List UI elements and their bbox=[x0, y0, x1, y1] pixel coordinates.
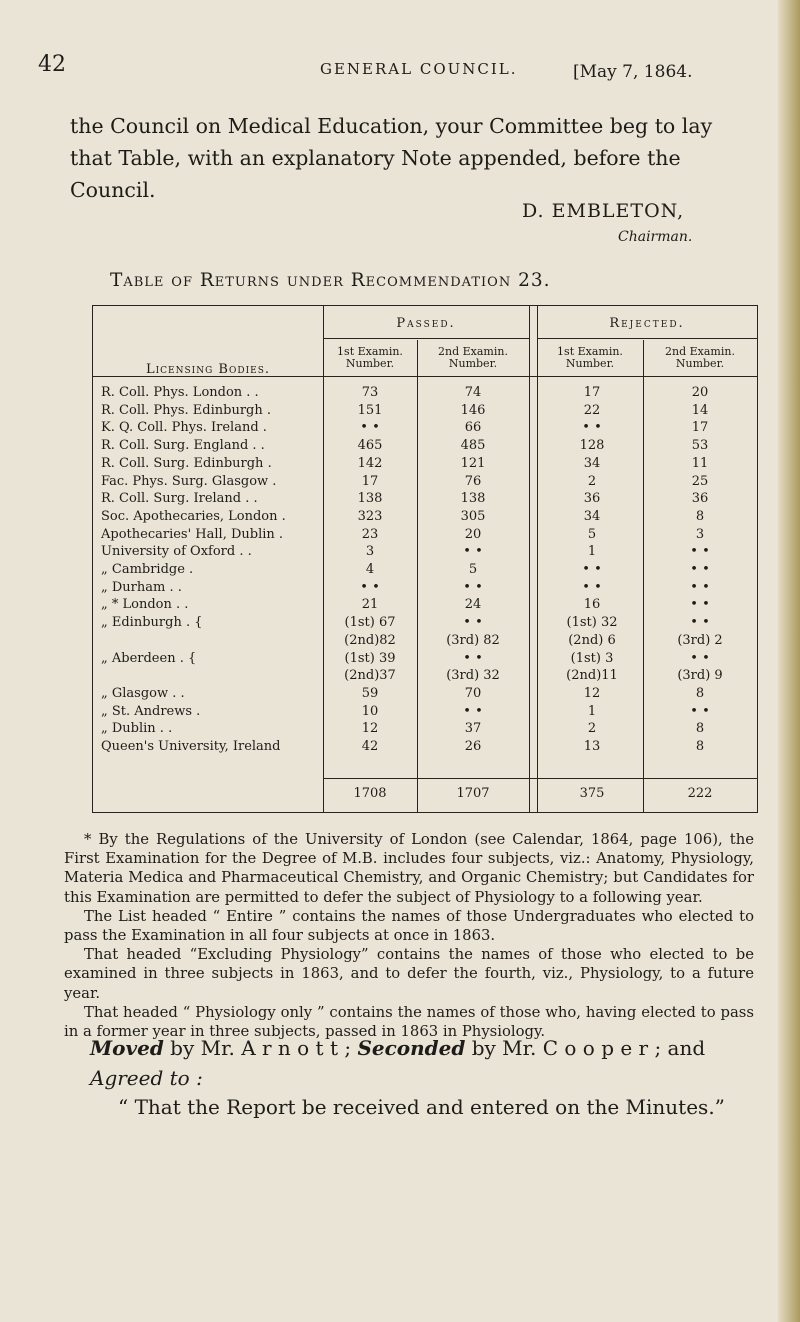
passed-1st-value: 73 bbox=[361, 385, 379, 400]
passed-1st-value: (1st) 67 bbox=[344, 615, 396, 631]
table-row bbox=[93, 632, 759, 649]
rejected-2nd-value: • • bbox=[690, 544, 710, 560]
rejected-1st-value: • • bbox=[582, 420, 602, 436]
rejected-1st-value: (1st) 3 bbox=[570, 650, 614, 666]
rejected-1st-value: 2 bbox=[587, 721, 597, 737]
intro-paragraph: the Council on Medical Education, your Committee beg to lay that Table, with an explanatory Note appended, before the Council. bbox=[70, 114, 713, 202]
rejected-2nd-value: 8 bbox=[695, 685, 705, 701]
passed-2nd-value: • • bbox=[463, 544, 483, 560]
passed-2nd-value: 74 bbox=[464, 385, 482, 400]
signature-name: D. EMBLETON, bbox=[522, 200, 685, 222]
passed-1st-value: 23 bbox=[361, 526, 379, 542]
table-row bbox=[93, 685, 759, 702]
rejected-1st-value: 34 bbox=[583, 455, 601, 471]
licensing-body: R. Coll. Surg. England . . bbox=[101, 438, 265, 454]
rejected-1st-value: 34 bbox=[583, 508, 601, 524]
passed-1st-value: 12 bbox=[361, 721, 379, 737]
passed-2nd-value: 76 bbox=[464, 473, 482, 489]
signature-role: Chairman. bbox=[618, 229, 693, 245]
table-row bbox=[93, 738, 759, 755]
seconded-by: by Mr. C o o p e r ; and bbox=[471, 1036, 706, 1060]
running-head: GENERAL COUNCIL. bbox=[320, 60, 518, 78]
table-row bbox=[93, 508, 759, 525]
rejected-2nd-value: 20 bbox=[691, 385, 709, 400]
motion-line bbox=[90, 1036, 705, 1060]
table-title: Table of Returns under Recommendation 23. bbox=[110, 270, 551, 291]
table-row bbox=[93, 473, 759, 490]
col-header-rejected-1st: 1st Examin. Number. bbox=[557, 345, 623, 370]
rejected-1st-value: 1 bbox=[587, 703, 597, 719]
passed-1st-value: 138 bbox=[357, 491, 383, 507]
passed-2nd-value: 20 bbox=[464, 526, 482, 542]
passed-1st-value: 465 bbox=[357, 438, 383, 454]
table-row bbox=[93, 490, 759, 507]
col-header-rejected-2nd: 2nd Examin. Number. bbox=[665, 345, 735, 370]
rejected-2nd-value: 53 bbox=[691, 438, 709, 454]
licensing-body: „ Edinburgh . { bbox=[101, 615, 203, 631]
passed-2nd-value: 70 bbox=[464, 685, 482, 701]
rejected-1st-value: 13 bbox=[583, 739, 601, 754]
rejected-1st-value: 16 bbox=[583, 597, 601, 613]
table-row bbox=[93, 419, 759, 436]
licensing-body: Queen's University, Ireland bbox=[101, 739, 281, 754]
seconded-label: Seconded bbox=[357, 1036, 466, 1060]
table-row bbox=[93, 437, 759, 454]
passed-1st-value: 42 bbox=[361, 739, 379, 754]
rejected-1st-value: (1st) 32 bbox=[566, 615, 618, 631]
table-row bbox=[93, 543, 759, 560]
rejected-2nd-value: 8 bbox=[695, 508, 705, 524]
passed-1st-value: (2nd)82 bbox=[344, 632, 396, 648]
licensing-body: R. Coll. Phys. Edinburgh . bbox=[101, 402, 272, 418]
rejected-2nd-value: • • bbox=[690, 615, 710, 631]
moved-by: by Mr. A r n o t t ; bbox=[170, 1036, 352, 1060]
licensing-header: Licensing Bodies. bbox=[145, 362, 270, 377]
passed-1st-value: 10 bbox=[361, 703, 379, 719]
passed-1st-value: (1st) 39 bbox=[344, 650, 396, 666]
rejected-2nd-value: 14 bbox=[691, 402, 709, 418]
header-date: [May 7, 1864. bbox=[573, 62, 693, 82]
total-rejected-2nd: 222 bbox=[687, 786, 713, 801]
passed-2nd-value: 37 bbox=[464, 721, 482, 737]
rejected-2nd-value: • • bbox=[690, 703, 710, 719]
licensing-body: University of Oxford . . bbox=[101, 544, 252, 560]
rejected-1st-value: • • bbox=[582, 579, 602, 595]
passed-2nd-value: • • bbox=[463, 703, 483, 719]
rejected-1st-value: (2nd)11 bbox=[566, 668, 618, 684]
passed-2nd-value: 66 bbox=[464, 420, 482, 436]
passed-2nd-value: (3rd) 82 bbox=[446, 632, 500, 648]
passed-2nd-value: 121 bbox=[460, 455, 486, 471]
licensing-body: R. Coll. Surg. Ireland . . bbox=[101, 491, 258, 507]
page-edge bbox=[778, 0, 800, 1322]
rejected-2nd-value: 3 bbox=[695, 526, 705, 542]
page-number: 42 bbox=[38, 52, 66, 77]
col-header-passed-1st: 1st Examin. Number. bbox=[337, 345, 403, 370]
table-row bbox=[93, 650, 759, 667]
table-row bbox=[93, 667, 759, 684]
footnote-paragraph: That headed “ Physiology only ” contains the names of those who, having elected to pass in a former year in three subjects, passed in 1863 in Physiology. bbox=[64, 1003, 754, 1041]
footnote-paragraph: * By the Regulations of the University of London (see Calendar, 1864, page 106), the First Examination for the Degree of M.B. includes four subjects, viz.: Anatomy, Physiology, Materia Medica and Pharmaceutical Chemistry, and Organic Chemistry; but Candidates for this Examination are permitted to defer the subject of Physiology to a following year. bbox=[64, 831, 754, 906]
rejected-1st-value: • • bbox=[582, 562, 602, 577]
licensing-body: „ Durham . . bbox=[101, 579, 182, 595]
header-rule bbox=[323, 338, 529, 339]
total-rejected-1st: 375 bbox=[579, 786, 605, 801]
rejected-1st-value: 128 bbox=[579, 438, 605, 454]
footnote-paragraph: The List headed “ Entire ” contains the names of those Undergraduates who elected to pass the Examination in all four subjects at once in 1863. bbox=[64, 907, 754, 945]
passed-1st-value: 151 bbox=[357, 402, 383, 418]
rejected-1st-value: 36 bbox=[583, 491, 601, 507]
total-passed-2nd: 1707 bbox=[456, 786, 490, 801]
passed-1st-value: (2nd)37 bbox=[344, 668, 396, 684]
passed-2nd-value: 305 bbox=[460, 508, 486, 524]
rejected-2nd-value: (3rd) 9 bbox=[677, 668, 723, 684]
rejected-2nd-value: 17 bbox=[691, 420, 709, 436]
rejected-1st-value: 22 bbox=[583, 402, 601, 418]
table-row bbox=[93, 720, 759, 737]
passed-2nd-value: • • bbox=[463, 579, 483, 595]
table-row bbox=[93, 579, 759, 596]
rejected-2nd-value: • • bbox=[690, 650, 710, 666]
passed-1st-value: • • bbox=[360, 579, 380, 595]
rejected-1st-value: (2nd) 6 bbox=[568, 632, 616, 648]
passed-1st-value: 17 bbox=[361, 473, 379, 489]
passed-1st-value: 323 bbox=[357, 508, 383, 524]
rejected-2nd-value: • • bbox=[690, 579, 710, 595]
licensing-body: Fac. Phys. Surg. Glasgow . bbox=[101, 473, 277, 489]
resolution-text: “ That the Report be received and entered on the Minutes.” bbox=[118, 1095, 725, 1119]
licensing-body: „ * London . . bbox=[101, 597, 189, 613]
col-header-passed-2nd: 2nd Examin. Number. bbox=[438, 345, 508, 370]
rejected-header: Rejected. bbox=[609, 316, 685, 331]
rejected-2nd-value: 25 bbox=[691, 473, 709, 489]
rejected-1st-value: 5 bbox=[587, 526, 597, 542]
rejected-1st-value: 17 bbox=[583, 385, 601, 400]
rejected-2nd-value: • • bbox=[690, 562, 710, 577]
table-row bbox=[93, 455, 759, 472]
licensing-body: R. Coll. Phys. London . . bbox=[101, 385, 259, 400]
moved-label: Moved bbox=[90, 1036, 164, 1060]
rejected-2nd-value: 8 bbox=[695, 739, 705, 754]
page-header bbox=[0, 52, 800, 82]
table-row bbox=[93, 703, 759, 720]
total-passed-1st: 1708 bbox=[353, 786, 387, 801]
passed-2nd-value: 26 bbox=[464, 739, 482, 754]
licensing-body: „ St. Andrews . bbox=[101, 703, 201, 719]
rejected-1st-value: 12 bbox=[583, 685, 601, 701]
footnotes bbox=[64, 830, 754, 1041]
passed-2nd-value: 24 bbox=[464, 597, 482, 613]
licensing-body: „ Cambridge . bbox=[101, 562, 194, 577]
licensing-body: R. Coll. Surg. Edinburgh . bbox=[101, 455, 272, 471]
table-row bbox=[93, 402, 759, 419]
passed-2nd-value: 5 bbox=[468, 562, 478, 577]
passed-header: Passed. bbox=[396, 316, 456, 331]
licensing-body: Apothecaries' Hall, Dublin . bbox=[101, 526, 284, 542]
rejected-1st-value: 1 bbox=[587, 544, 597, 560]
passed-1st-value: 59 bbox=[361, 685, 379, 701]
rejected-2nd-value: 8 bbox=[695, 721, 705, 737]
passed-1st-value: 21 bbox=[361, 597, 379, 613]
table-row bbox=[93, 596, 759, 613]
licensing-body: K. Q. Coll. Phys. Ireland . bbox=[101, 420, 267, 436]
licensing-body: „ Aberdeen . { bbox=[101, 650, 197, 666]
agreed-line: Agreed to : bbox=[90, 1066, 203, 1090]
passed-2nd-value: 138 bbox=[460, 491, 486, 507]
passed-1st-value: • • bbox=[360, 420, 380, 436]
table-row bbox=[93, 526, 759, 543]
passed-2nd-value: 146 bbox=[460, 402, 486, 418]
licensing-body: „ Dublin . . bbox=[101, 721, 173, 737]
table-row bbox=[93, 614, 759, 631]
header-rule bbox=[537, 338, 757, 339]
rejected-2nd-value: • • bbox=[690, 597, 710, 613]
licensing-body: Soc. Apothecaries, London . bbox=[101, 508, 286, 524]
passed-1st-value: 3 bbox=[365, 544, 375, 560]
rejected-2nd-value: 36 bbox=[691, 491, 709, 507]
passed-1st-value: 142 bbox=[357, 455, 383, 471]
table-row bbox=[93, 384, 759, 401]
passed-1st-value: 4 bbox=[365, 562, 375, 577]
footnote-paragraph: That headed “Excluding Physiology” contains the names of those who elected to be examined in three subjects in 1863, and to defer the fourth, viz., Physiology, to a future year. bbox=[64, 946, 754, 1002]
licensing-body: „ Glasgow . . bbox=[101, 685, 185, 701]
passed-2nd-value: 485 bbox=[460, 438, 486, 454]
passed-2nd-value: • • bbox=[463, 650, 483, 666]
rejected-2nd-value: (3rd) 2 bbox=[677, 632, 723, 648]
passed-2nd-value: (3rd) 32 bbox=[446, 668, 500, 684]
rejected-1st-value: 2 bbox=[587, 473, 597, 489]
passed-2nd-value: • • bbox=[463, 615, 483, 631]
returns-table bbox=[92, 305, 758, 813]
table-row bbox=[93, 561, 759, 578]
total-rule bbox=[323, 778, 757, 779]
rejected-2nd-value: 11 bbox=[691, 455, 709, 471]
